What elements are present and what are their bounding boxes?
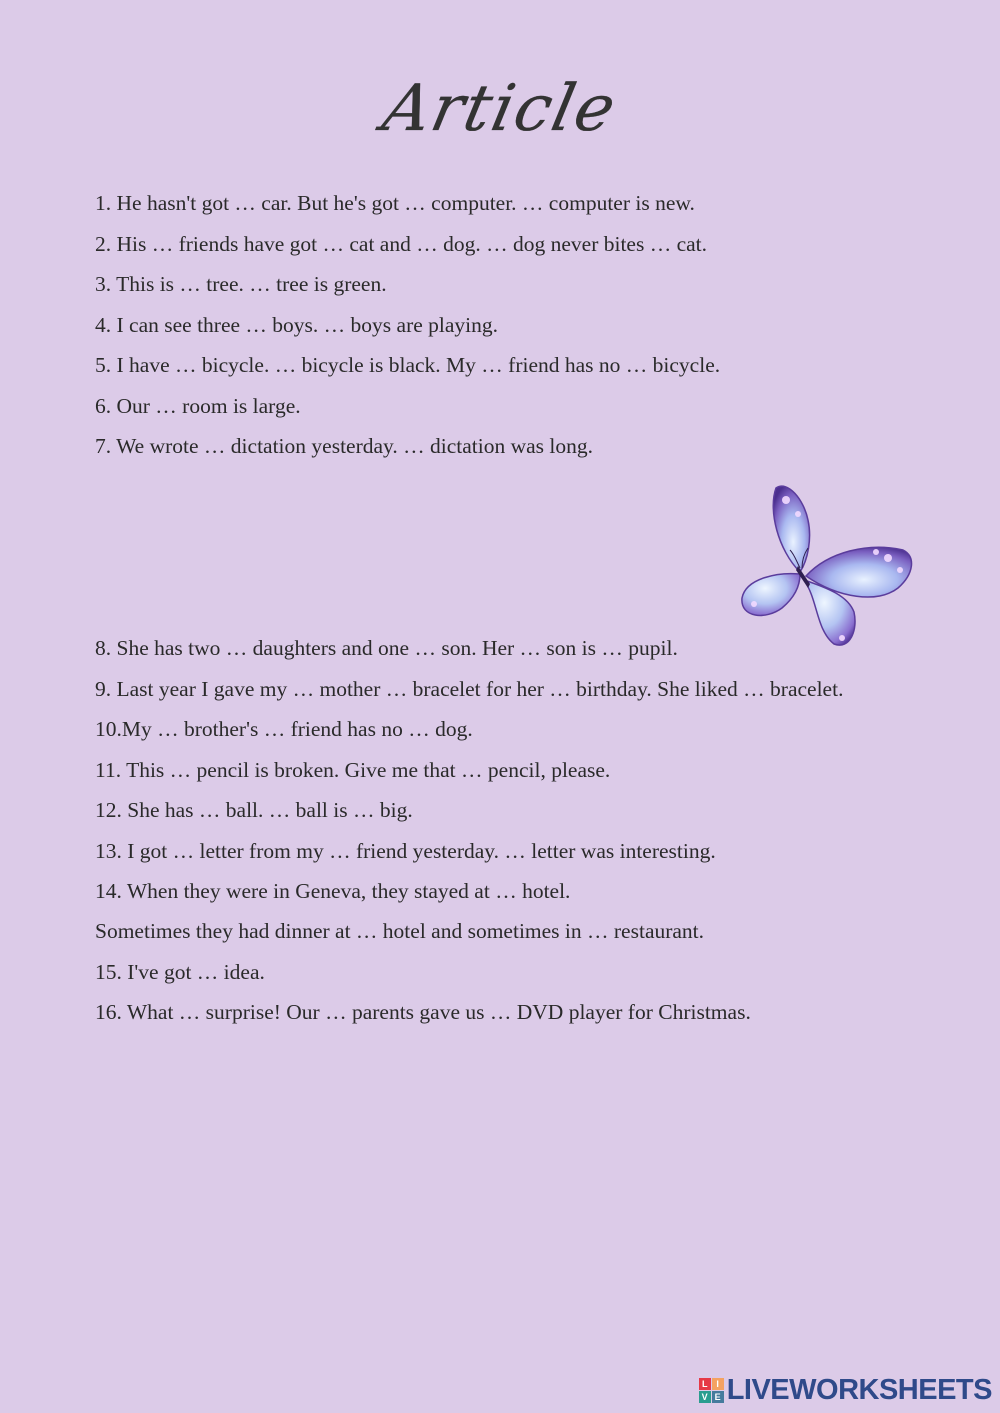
exercise-line: Sometimes they had dinner at … hotel and sometimes in … restaurant. bbox=[95, 919, 705, 943]
exercise-line: 3. This is … tree. … tree is green. bbox=[95, 272, 387, 296]
logo-mark-icon bbox=[699, 1378, 724, 1403]
exercise-line: 6. Our … room is large. bbox=[95, 394, 301, 418]
exercise-line: 1. He hasn't got … car. But he's got … computer. … computer is new. bbox=[95, 191, 695, 215]
page-title: Article bbox=[376, 72, 624, 146]
exercise-line: 4. I can see three … boys. … boys are playing. bbox=[95, 313, 499, 337]
logo-mark-letter: I bbox=[712, 1378, 724, 1390]
exercise-line: 9. Last year I gave my … mother … bracelet for her … birthday. She liked … bracelet. bbox=[95, 677, 844, 701]
logo-mark-letter: E bbox=[712, 1391, 724, 1403]
logo-mark-letter: V bbox=[699, 1391, 711, 1403]
exercise-line: 10.My … brother's … friend has no … dog. bbox=[95, 717, 473, 741]
exercise-line: 2. His … friends have got … cat and … dog. … dog never bites … cat. bbox=[95, 232, 708, 256]
logo-text: LIVEWORKSHEETS bbox=[726, 1373, 992, 1406]
exercise-line: 15. I've got … idea. bbox=[95, 960, 265, 984]
exercise-line: 7. We wrote … dictation yesterday. … dictation was long. bbox=[95, 434, 594, 458]
exercise-line: 16. What … surprise! Our … parents gave us … DVD player for Christmas. bbox=[95, 1000, 751, 1024]
exercise-line: 11. This … pencil is broken. Give me that … pencil, please. bbox=[95, 758, 611, 782]
exercise-line: 8. She has two … daughters and one … son. Her … son is … pupil. bbox=[95, 636, 678, 660]
exercise-line: 12. She has … ball. … ball is … big. bbox=[95, 798, 413, 822]
liveworksheets-logo bbox=[699, 1375, 992, 1405]
logo-mark-letter: L bbox=[699, 1378, 711, 1390]
exercise-line: 5. I have … bicycle. … bicycle is black. My … friend has no … bicycle. bbox=[95, 353, 721, 377]
exercise-line: 13. I got … letter from my … friend yesterday. … letter was interesting. bbox=[95, 839, 716, 863]
butterfly-icon bbox=[738, 480, 918, 650]
exercise-line: 14. When they were in Geneva, they stayed at … hotel. bbox=[95, 879, 571, 903]
